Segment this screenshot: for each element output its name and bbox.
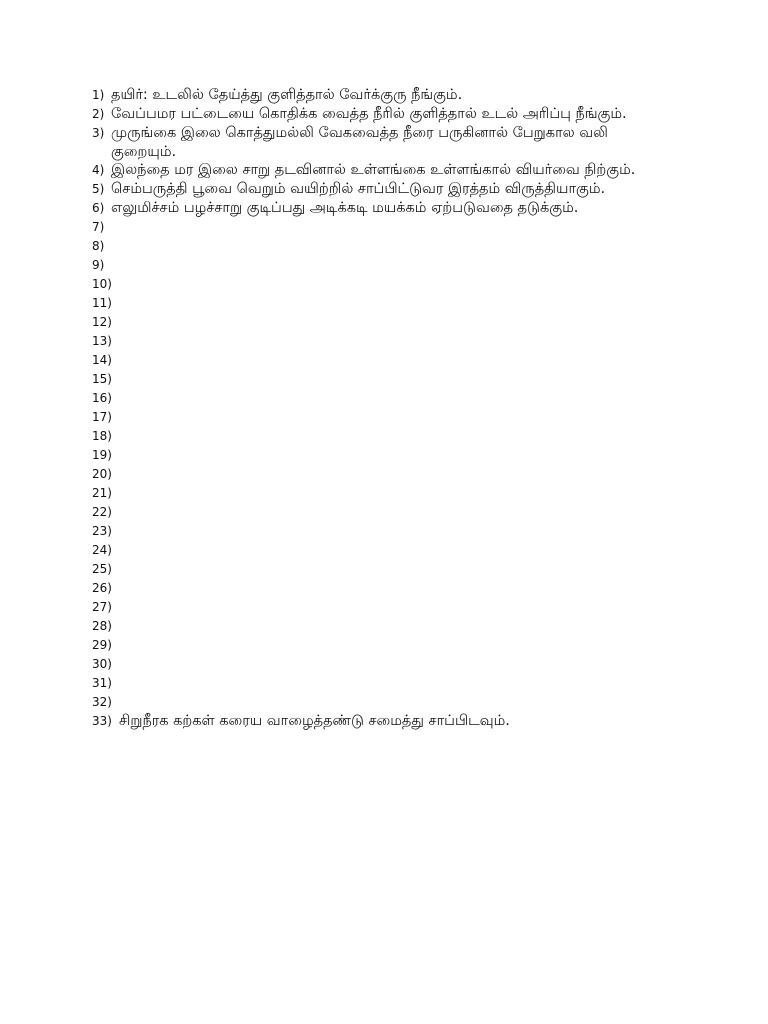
list-item: [92, 655, 672, 674]
list-item: [92, 408, 672, 427]
list-item: [92, 636, 672, 655]
list-item-number: 9): [92, 258, 105, 272]
list-item-number: 17): [92, 410, 112, 424]
list-item-number: 20): [92, 467, 112, 481]
list-item: [92, 522, 672, 541]
list-item: [92, 237, 672, 256]
list-item-number: 7): [92, 220, 105, 234]
list-item-text: முருங்கை இலை கொத்துமல்லி வேகவைத்த நீரை பருகினால் பேறுகால வலி குறையும்.: [111, 125, 608, 160]
list-item: [92, 161, 672, 180]
list-item-number: 14): [92, 353, 112, 367]
list-item-number: 19): [92, 448, 112, 462]
list-item: [92, 598, 672, 617]
numbered-list: [92, 86, 672, 731]
list-item: [92, 370, 672, 389]
list-item: [92, 712, 672, 731]
list-item-number: 30): [92, 657, 112, 671]
list-item-number: 10): [92, 277, 112, 291]
list-item: [92, 218, 672, 237]
list-item: [92, 351, 672, 370]
list-item-number: 28): [92, 619, 112, 633]
list-item-number: 25): [92, 562, 112, 576]
list-item-number: 13): [92, 334, 112, 348]
list-item-number: 26): [92, 581, 112, 595]
list-item-number: 2): [92, 107, 105, 121]
list-item: [92, 256, 672, 275]
list-item: [92, 199, 672, 218]
list-item-text: எலுமிச்சம் பழச்சாறு குடிப்பது அடிக்கடி மயக்கம் ஏற்படுவதை தடுக்கும்.: [111, 200, 579, 216]
list-item-text: செம்பருத்தி பூவை வெறும் வயிற்றில் சாப்பிட்டுவர இரத்தம் விருத்தியாகும்.: [111, 181, 606, 197]
list-item-number: 1): [92, 88, 105, 102]
list-item: [92, 86, 672, 105]
list-item-number: 18): [92, 429, 112, 443]
list-item-number: 15): [92, 372, 112, 386]
list-item-number: 31): [92, 676, 112, 690]
list-item: [92, 427, 672, 446]
list-item-number: 23): [92, 524, 112, 538]
list-item-text: தயிர்: உடலில் தேய்த்து குளித்தால் வேர்க்குரு நீங்கும்.: [111, 87, 463, 103]
list-item-text: இலந்தை மர இலை சாறு தடவினால் உள்ளங்கை உள்ளங்கால் வியர்வை நிற்கும்.: [111, 162, 636, 178]
list-item: [92, 560, 672, 579]
list-item-number: 22): [92, 505, 112, 519]
list-item: [92, 275, 672, 294]
list-item: [92, 484, 672, 503]
list-item-number: 8): [92, 239, 105, 253]
list-item: [92, 294, 672, 313]
list-item: [92, 541, 672, 560]
list-item-number: 12): [92, 315, 112, 329]
list-item-number: 21): [92, 486, 112, 500]
list-item: [92, 105, 672, 124]
list-item-number: 29): [92, 638, 112, 652]
list-item: [92, 693, 672, 712]
list-item: [92, 579, 672, 598]
list-item: [92, 313, 672, 332]
list-item-number: 5): [92, 182, 105, 196]
list-item-number: 32): [92, 695, 112, 709]
list-item: [92, 124, 672, 161]
list-item: [92, 389, 672, 408]
list-item: [92, 503, 672, 522]
list-item: [92, 674, 672, 693]
list-item: [92, 180, 672, 199]
list-item: [92, 332, 672, 351]
list-item: [92, 446, 672, 465]
list-item: [92, 617, 672, 636]
list-item-number: 3): [92, 126, 105, 140]
list-item-text: சிறுநீரக கற்கள் கரைய வாழைத்தண்டு சமைத்து சாப்பிடவும்.: [119, 713, 510, 729]
list-item-text: வேப்பமர பட்டையை கொதிக்க வைத்த நீரில் குளித்தால் உடல் அரிப்பு நீங்கும்.: [111, 106, 627, 122]
list-item-number: 33): [92, 714, 112, 728]
list-item-number: 6): [92, 201, 105, 215]
list-item-number: 27): [92, 600, 112, 614]
list-item-number: 16): [92, 391, 112, 405]
list-item-number: 11): [92, 296, 112, 310]
list-item-number: 24): [92, 543, 112, 557]
list-item: [92, 465, 672, 484]
list-item-number: 4): [92, 163, 105, 177]
